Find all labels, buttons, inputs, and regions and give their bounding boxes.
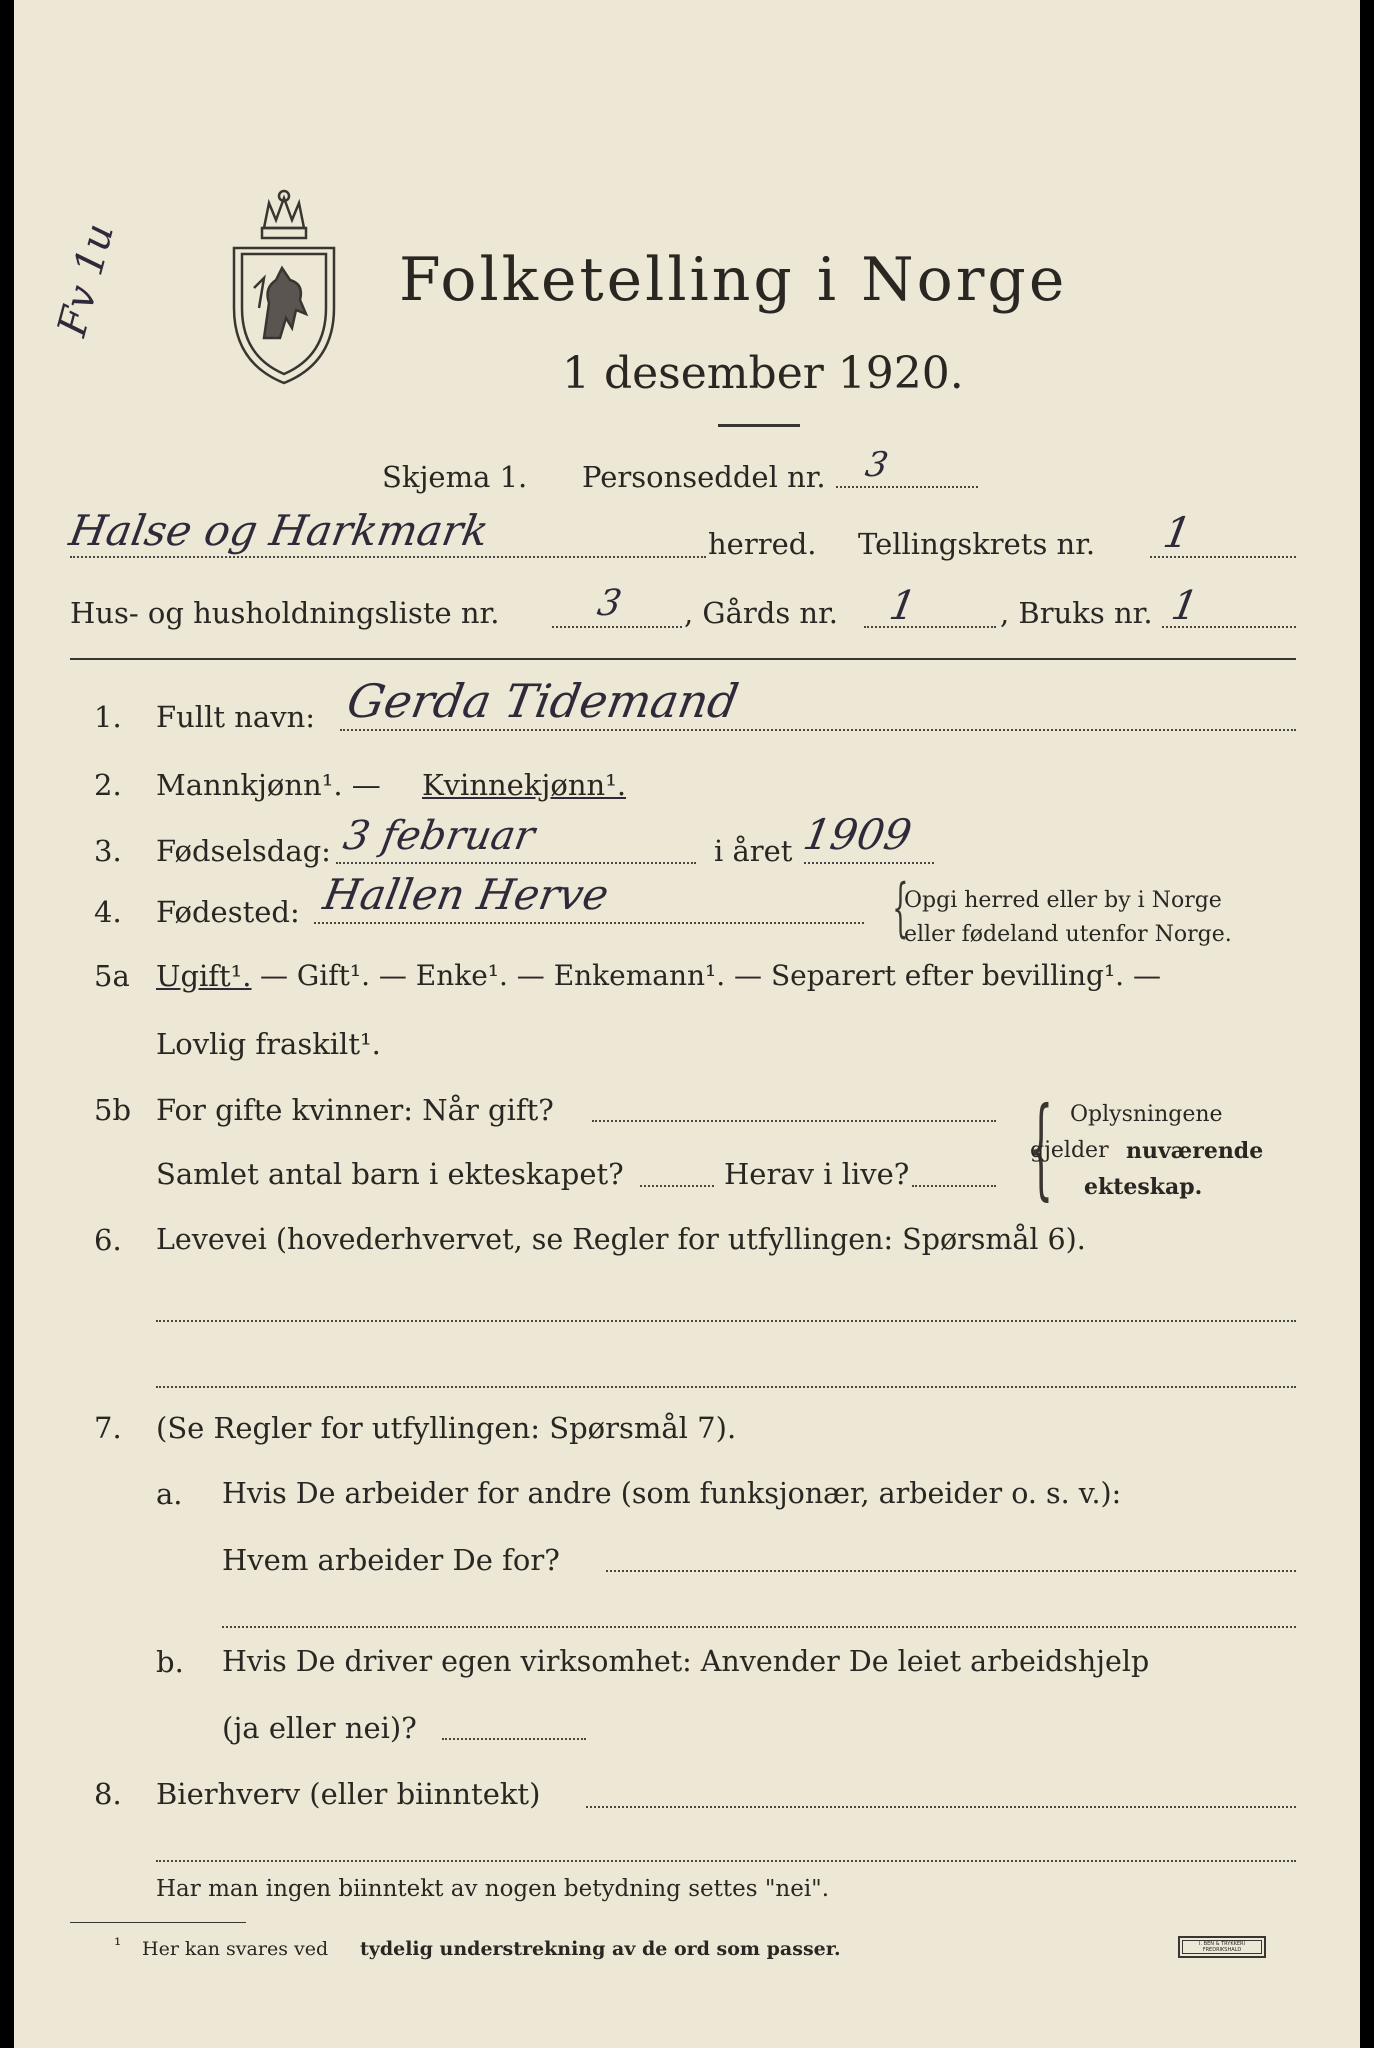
- footnote-mark: ¹: [114, 1935, 122, 1956]
- q2-number: 2.: [94, 768, 122, 802]
- q3-label: Fødselsdag:: [156, 834, 331, 868]
- q4-brace: {: [892, 871, 909, 945]
- q4-label: Fødested:: [156, 895, 300, 929]
- census-date: 1 desember 1920.: [562, 348, 964, 399]
- bruks-label: , Bruks nr.: [1000, 596, 1153, 630]
- q8-label: Bierhverv (eller biinntekt): [156, 1777, 541, 1811]
- printer-stamp: [1178, 1936, 1266, 1958]
- herred-label: herred.: [708, 527, 817, 561]
- census-form: [14, 0, 1360, 2048]
- q8-line-2: [156, 1860, 1296, 1862]
- q4-note-1: Opgi herred eller by i Norge: [904, 888, 1222, 913]
- q5b-children-label: Samlet antal barn i ekteskapet?: [156, 1157, 624, 1191]
- q2-male: Mannkjønn¹. —: [156, 768, 381, 802]
- q5a-number: 5a: [94, 959, 130, 993]
- q5a-options: — Gift¹. — Enke¹. — Enkemann¹. — Separert efter bevilling¹. —: [260, 959, 1161, 992]
- q3-year-line: [804, 862, 934, 864]
- q7a-text: Hvis De arbeider for andre (som funksjonær, arbeider o. s. v.):: [222, 1477, 1122, 1510]
- q3-year-value: 1909: [799, 810, 916, 859]
- title-divider: [718, 424, 800, 427]
- q4-note-2: eller fødeland utenfor Norge.: [904, 922, 1232, 947]
- husliste-line: [552, 626, 682, 628]
- skjema-label: Skjema 1.: [382, 460, 528, 494]
- q7-number: 7.: [94, 1411, 122, 1445]
- q7b-line: [442, 1738, 586, 1740]
- q1-label: Fullt navn:: [156, 700, 316, 734]
- q3-value: 3 februar: [339, 813, 539, 859]
- form-title: Folketelling i Norge: [399, 245, 1068, 315]
- husliste-label: Hus- og husholdningsliste nr.: [70, 596, 500, 630]
- q2-female-underlined: Kvinnekjønn¹.: [422, 768, 627, 802]
- bruks-value: 1: [1167, 583, 1202, 629]
- gards-line: [864, 626, 996, 628]
- q5b-label: For gifte kvinner: Når gift?: [156, 1093, 554, 1127]
- marginal-note: Fv 1u: [49, 218, 124, 342]
- personseddel-value: 3: [862, 445, 892, 485]
- q5b-alive-line: [912, 1185, 996, 1187]
- q7a-letter: a.: [156, 1477, 183, 1511]
- footnote-text-b: tydelig understrekning av de ord som passer.: [360, 1938, 841, 1960]
- herred-line: [70, 556, 706, 558]
- q5a-ugift-underlined: Ugift¹.: [156, 959, 252, 993]
- q5b-married-line: [592, 1120, 996, 1122]
- q7a-line-2: [222, 1626, 1296, 1628]
- gards-value: 1: [885, 583, 920, 629]
- q3-year-label: i året: [714, 834, 793, 868]
- herred-value: Halse og Harkmark: [65, 506, 493, 555]
- q6-line-1: [156, 1320, 1296, 1322]
- q1-number: 1.: [94, 700, 122, 734]
- q8-note: Har man ingen biinntekt av nogen betydning settes "nei".: [156, 1876, 830, 1902]
- q4-line: [314, 922, 864, 924]
- footnote-text-a: Her kan svares ved: [142, 1938, 329, 1960]
- q5b-children-line: [640, 1185, 714, 1187]
- q6-number: 6.: [94, 1223, 122, 1257]
- q6-label: Levevei (hovederhvervet, se Regler for utfyllingen: Spørsmål 6).: [156, 1223, 1086, 1256]
- q3-number: 3.: [94, 834, 122, 868]
- q7-label: (Se Regler for utfyllingen: Spørsmål 7).: [156, 1411, 737, 1445]
- printer-stamp-text: I. BEN & TRYKKERI FREDRIKSHALD: [1182, 1940, 1262, 1954]
- q4-value: Hallen Herve: [319, 870, 613, 919]
- q7a-line-1: [606, 1570, 1296, 1572]
- q1-value: Gerda Tidemand: [343, 674, 743, 728]
- q3-line: [336, 862, 696, 864]
- q5b-brace: {: [1028, 1083, 1054, 1211]
- q7b-question: (ja eller nei)?: [222, 1711, 417, 1745]
- q5b-note-3: ekteskap.: [1084, 1174, 1203, 1200]
- q7b-text: Hvis De driver egen virksomhet: Anvender De leiet arbeidshjelp: [222, 1645, 1150, 1678]
- header-divider: [70, 658, 1296, 660]
- q7a-question: Hvem arbeider De for?: [222, 1543, 560, 1577]
- q7b-letter: b.: [156, 1645, 184, 1679]
- q6-line-2: [156, 1386, 1296, 1388]
- q5a-line2: Lovlig fraskilt¹.: [156, 1027, 381, 1061]
- tellingskrets-value: 1: [1159, 508, 1196, 557]
- q5b-alive-label: Herav i live?: [724, 1157, 910, 1191]
- q5b-note-2b: nuværende: [1126, 1138, 1264, 1164]
- q5b-note-1: Oplysningene: [1070, 1102, 1223, 1127]
- tellingskrets-label: Tellingskrets nr.: [858, 527, 1096, 561]
- coat-of-arms-icon: [224, 188, 344, 388]
- personseddel-line: [836, 486, 978, 488]
- q8-number: 8.: [94, 1777, 122, 1811]
- q5b-note-2a: gjelder: [1030, 1138, 1109, 1163]
- q8-line-1: [586, 1806, 1296, 1808]
- q4-number: 4.: [94, 895, 122, 929]
- q1-line: [340, 729, 1296, 731]
- gards-label: , Gårds nr.: [684, 596, 838, 630]
- husliste-value: 3: [594, 583, 625, 624]
- personseddel-label: Personseddel nr.: [582, 460, 826, 494]
- footnote-divider: [70, 1922, 246, 1923]
- q5b-number: 5b: [94, 1093, 132, 1127]
